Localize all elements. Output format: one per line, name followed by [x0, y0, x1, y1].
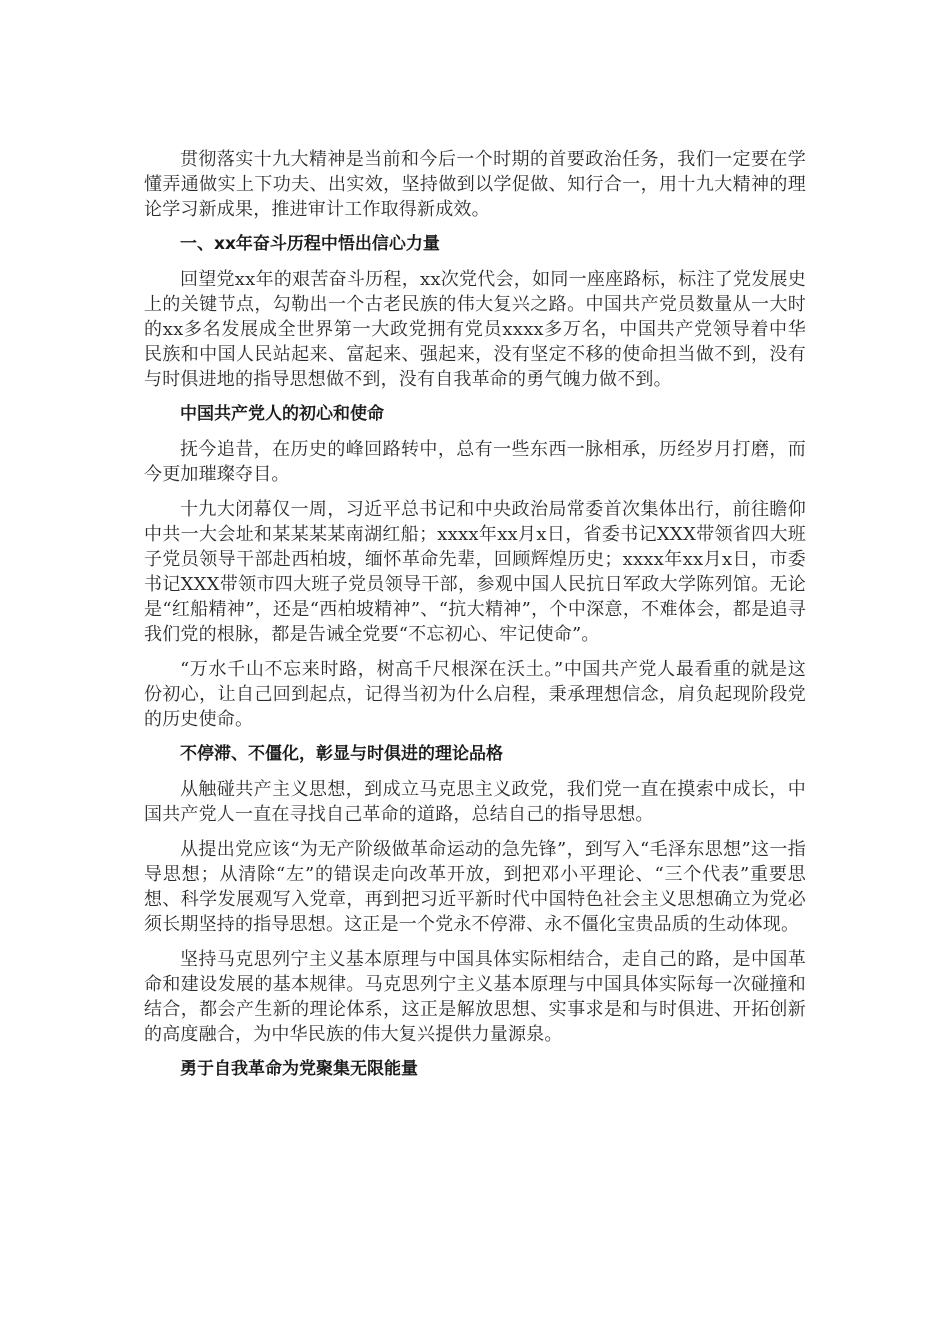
intro-paragraph: 贯彻落实十九大精神是当前和今后一个时期的首要政治任务，我们一定要在学懂弄通做实上下功夫、出实效，坚持做到以学促做、知行合一，用十九大精神的理论学习新成果，推进审计工作取得新成效。	[144, 149, 806, 220]
body-paragraph: “万水千山不忘来时路，树高千尺根深在沃土。”中国共产党人最看重的就是这份初心，让自己回到起点，记得当初为什么启程，秉承理想信念，肩负起现阶段党的历史使命。	[144, 659, 806, 730]
body-paragraph: 十九大闭幕仅一周，习近平总书记和中央政治局常委首次集体出行，前往瞻仰中共一大会址和某某某某南湖红船；xxxx年xx月x日，省委书记XXX带领省四大班子党员领导干部赴西柏坡，缅怀革命先辈，回顾辉煌历史；xxxx年xx月x日，市委书记XXX带领市四大班子党员领导干部，参观中国人民抗日军政大学陈列馆。无论是“红船精神”，还是“西柏坡精神”、“抗大精神”，个中深意，不难体会，都是追寻我们党的根脉，都是告诫全党要“不忘初心、牢记使命”。	[144, 499, 806, 645]
body-paragraph: 回望党xx年的艰苦奋斗历程，xx次党代会，如同一座座路标，标注了党发展史上的关键节点，勾勒出一个古老民族的伟大复兴之路。中国共产党员数量从一大时的xx多名发展成全世界第一大政党拥有党员xxxx多万名，中国共产党领导着中华民族和中国人民站起来、富起来、强起来，没有坚定不移的使命担当做不到，没有与时俱进地的指导思想做不到，没有自我革命的勇气魄力做不到。	[144, 269, 806, 390]
subsection-heading: 中国共产党人的初心和使命	[180, 404, 384, 424]
body-paragraph: 从触碰共产主义思想，到成立马克思主义政党，我们党一直在摸索中成长，中国共产党人一直在寻找自己革命的道路，总结自己的指导思想。	[144, 779, 806, 825]
body-paragraph: 从提出党应该“为无产阶级做革命运动的急先锋”，到写入“毛泽东思想”这一指导思想；从清除“左”的错误走向改革开放，到把邓小平理论、“三个代表”重要思想、科学发展观写入党章，再到把习近平新时代中国特色社会主义思想确立为党必须长期坚持的指导思想。这正是一个党永不停滞、永不僵化宝贵品质的生动体现。	[144, 839, 806, 935]
subsection-heading: 不停滞、不僵化，彰显与时俱进的理论品格	[180, 744, 503, 764]
body-paragraph: 抚今追昔，在历史的峰回路转中，总有一些东西一脉相承，历经岁月打磨，而今更加璀璨夺目。	[144, 439, 806, 485]
section-heading: 一、xx年奋斗历程中悟出信心力量	[180, 234, 440, 254]
document-body	[144, 147, 806, 1092]
body-paragraph: 坚持马克思列宁主义基本原理与中国具体实际相结合，走自己的路，是中国革命和建设发展的基本规律。马克思列宁主义基本原理与中国具体实际每一次碰撞和结合，都会产生新的理论体系，这正是解放思想、实事求是和与时俱进、开拓创新的高度融合，为中华民族的伟大复兴提供力量源泉。	[144, 949, 806, 1045]
subsection-heading: 勇于自我革命为党聚集无限能量	[180, 1059, 418, 1079]
